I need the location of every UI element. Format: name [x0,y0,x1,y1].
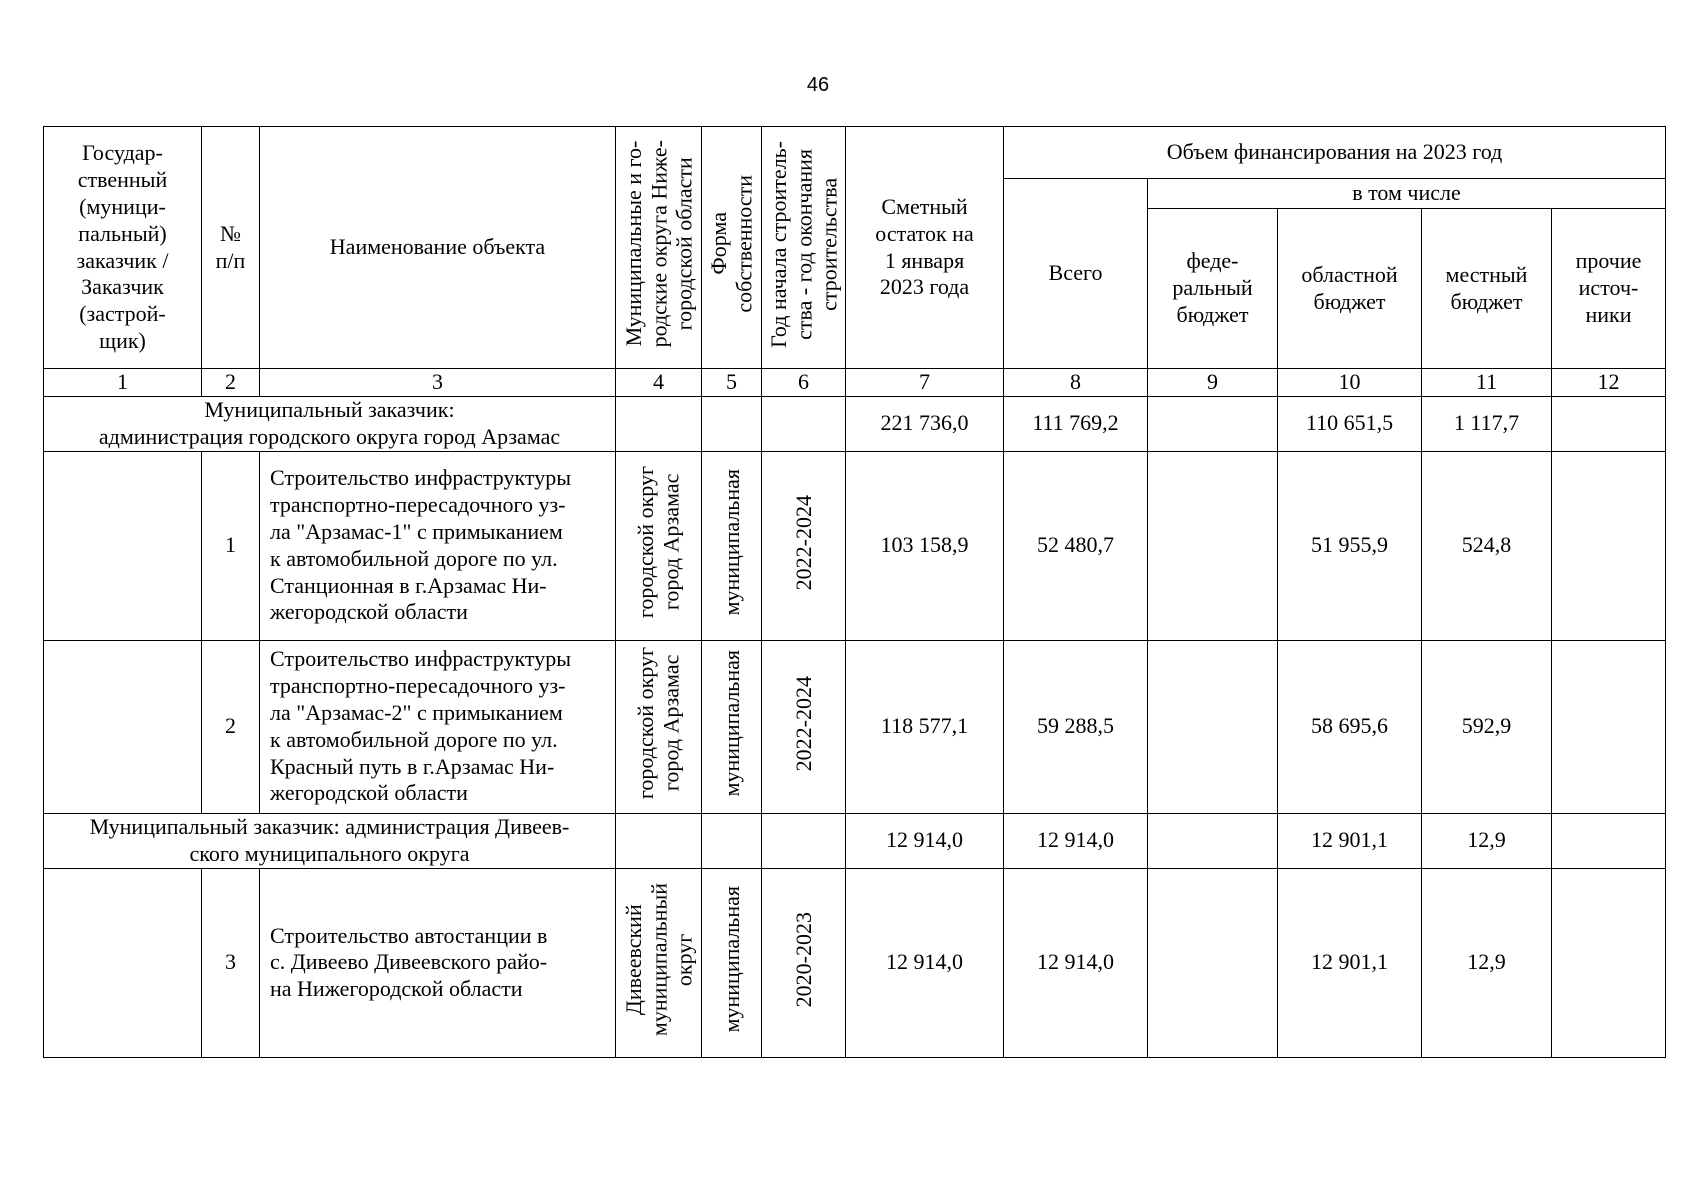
group-title: Муниципальный заказчик: администрация Дивеев- ского муниципального округа [44,813,616,868]
object-federal [1148,451,1278,640]
object-years: 2022-2024 [790,675,816,772]
header-municipality-cell [616,127,702,369]
object-name: Строительство автостанции в с. Дивеево Дивеевского райо- на Нижегородской области [260,868,616,1057]
header-including: в том числе [1148,179,1666,209]
column-number: 1 [44,369,202,397]
page-number: 46 [806,74,830,96]
header-other: прочие источ- ники [1552,209,1666,369]
group-federal [1148,396,1278,451]
header-federal: феде- ральный бюджет [1148,209,1278,369]
object-estimate: 103 158,9 [846,451,1004,640]
header-total: Всего [1004,179,1148,369]
group-total: 111 769,2 [1004,396,1148,451]
object-municipality: Дивеевский муниципальный округ [620,882,697,1036]
header-funding: Объем финансирования на 2023 год [1004,127,1666,179]
object-total: 52 480,7 [1004,451,1148,640]
column-number: 8 [1004,369,1148,397]
column-number: 12 [1552,369,1666,397]
header-object-name: Наименование объекта [260,127,616,369]
column-number: 10 [1278,369,1422,397]
object-row [44,451,1666,640]
object-number: 3 [202,868,260,1057]
object-regional: 12 901,1 [1278,868,1422,1057]
object-ownership: муниципальная [718,469,744,616]
group-other [1552,396,1666,451]
group-total: 12 914,0 [1004,813,1148,868]
object-municipality: городской округ город Арзамас [633,466,684,619]
column-number: 11 [1422,369,1552,397]
group-estimate: 12 914,0 [846,813,1004,868]
group-regional: 110 651,5 [1278,396,1422,451]
header-row [44,127,1666,179]
header-number: № п/п [202,127,260,369]
header-local: местный бюджет [1422,209,1552,369]
object-number: 2 [202,640,260,813]
header-municipality: Муниципальные и го- родские округа Ниже- городской области [620,140,697,348]
group-regional: 12 901,1 [1278,813,1422,868]
object-regional: 51 955,9 [1278,451,1422,640]
object-total: 12 914,0 [1004,868,1148,1057]
object-name: Строительство инфраструктуры транспортно-пересадочного уз- ла "Арзамас-2" с примыканием к автомобильной дороге по ул. Красный путь в г.Арзамас Ни- жегородской области [260,640,616,813]
object-regional: 58 695,6 [1278,640,1422,813]
column-number: 5 [702,369,762,397]
object-years: 2020-2023 [790,911,816,1008]
object-other [1552,640,1666,813]
object-local: 592,9 [1422,640,1552,813]
object-other [1552,868,1666,1057]
column-number: 2 [202,369,260,397]
column-numbers-row [44,369,1666,397]
group-row [44,813,1666,868]
column-number: 3 [260,369,616,397]
column-number: 4 [616,369,702,397]
object-federal [1148,640,1278,813]
object-total: 59 288,5 [1004,640,1148,813]
header-years-cell [762,127,846,369]
object-name: Строительство инфраструктуры транспортно-пересадочного уз- ла "Арзамас-1" с примыканием к автомобильной дороге по ул. Станционная в г.Арзамас Ни- жегородской области [260,451,616,640]
object-ownership: муниципальная [718,650,744,797]
investment-table [43,126,1666,1058]
group-estimate: 221 736,0 [846,396,1004,451]
group-other [1552,813,1666,868]
object-municipality: городской округ город Арзамас [633,647,684,800]
header-ownership: Форма собственности [706,175,757,313]
object-estimate: 118 577,1 [846,640,1004,813]
group-federal [1148,813,1278,868]
object-number: 1 [202,451,260,640]
object-estimate: 12 914,0 [846,868,1004,1057]
object-row [44,640,1666,813]
group-row [44,396,1666,451]
header-ownership-cell [702,127,762,369]
column-number: 6 [762,369,846,397]
group-local: 12,9 [1422,813,1552,868]
object-years: 2022-2024 [790,494,816,591]
object-local: 12,9 [1422,868,1552,1057]
object-other [1552,451,1666,640]
column-number: 7 [846,369,1004,397]
header-estimate: Сметный остаток на 1 января 2023 года [846,127,1004,369]
header-customer: Государ- ственный (муници- пальный) заказчик / Заказчик (застрой- щик) [44,127,202,369]
object-federal [1148,868,1278,1057]
group-local: 1 117,7 [1422,396,1552,451]
object-ownership: муниципальная [718,886,744,1033]
header-regional: областной бюджет [1278,209,1422,369]
object-row [44,868,1666,1057]
group-title: Муниципальный заказчик: администрация городского округа город Арзамас [44,396,616,451]
header-years: Год начала строитель- ства - год окончания строительства [765,140,842,348]
object-local: 524,8 [1422,451,1552,640]
column-number: 9 [1148,369,1278,397]
